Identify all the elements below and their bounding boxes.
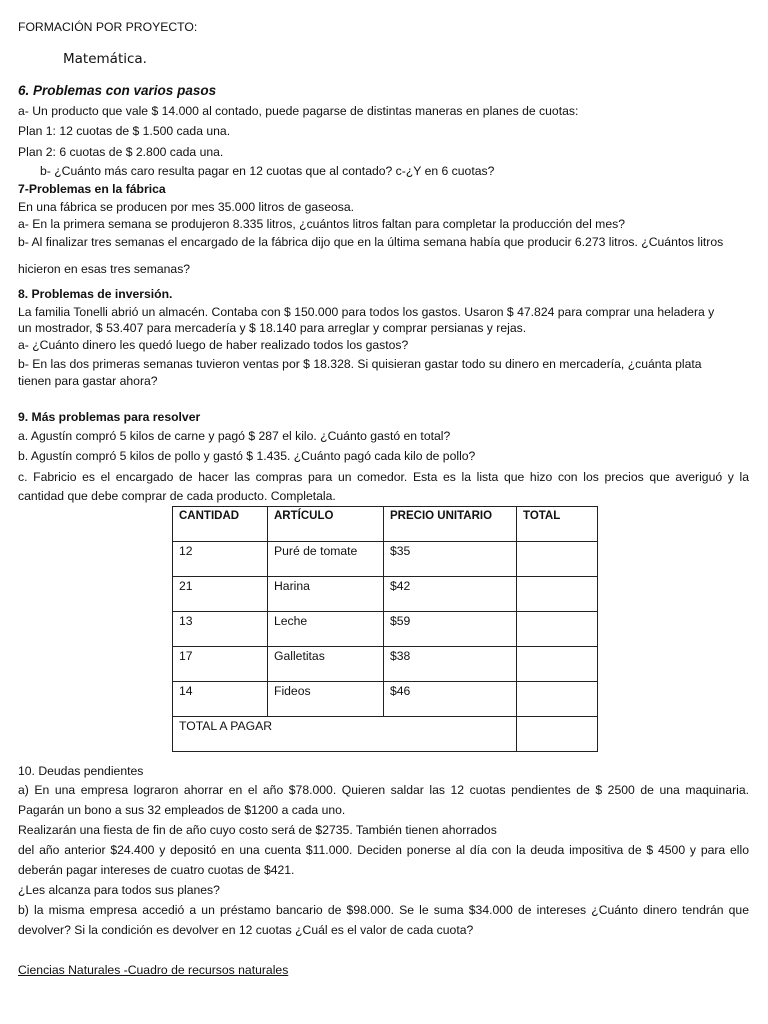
- section-8-heading: 8. Problemas de inversión.: [18, 287, 173, 301]
- s10-line-8: devolver? Si la condición es devolver en 12 cuotas ¿Cuál es el valor de cada cuota?: [18, 923, 474, 937]
- quantity-cell: 21: [173, 577, 268, 612]
- quantity-cell: 17: [173, 647, 268, 682]
- column-header: TOTAL: [517, 507, 598, 542]
- subject-title: Matemática.: [63, 51, 147, 67]
- s10-line-3: Realizarán una fiesta de fin de año cuyo costo será de $2735. También tienen ahorrados: [18, 823, 497, 837]
- article-cell: Puré de tomate: [268, 542, 384, 577]
- table-total-row: [173, 717, 598, 752]
- next-section-title: Ciencias Naturales -Cuadro de recursos naturales: [18, 963, 289, 977]
- section-9-heading: 9. Más problemas para resolver: [18, 410, 201, 424]
- table-row: [173, 647, 598, 682]
- table-row: [173, 577, 598, 612]
- s9-question-c-line2: cantidad que debe comprar de cada producto. Completala.: [18, 489, 336, 503]
- total-cell: [517, 577, 598, 612]
- s8-question-b-line2: tienen para gastar ahora?: [18, 374, 158, 388]
- s6-plan-2: Plan 2: 6 cuotas de $ 2.800 cada una.: [18, 145, 224, 159]
- s9-question-a: a. Agustín compró 5 kilos de carne y pagó $ 287 el kilo. ¿Cuánto gastó en total?: [18, 429, 451, 443]
- article-cell: Galletitas: [268, 647, 384, 682]
- s7-question-b-line2: hicieron en esas tres semanas?: [18, 262, 191, 276]
- s9-question-b: b. Agustín compró 5 kilos de pollo y gastó $ 1.435. ¿Cuánto pagó cada kilo de pollo?: [18, 449, 476, 463]
- s9-question-c-line1: c. Fabricio es el encargado de hacer las compras para un comedor. Esta es la lista que hizo con los precios que averiguó y la: [18, 470, 749, 484]
- table-row: [173, 612, 598, 647]
- quantity-cell: 13: [173, 612, 268, 647]
- column-header: CANTIDAD: [173, 507, 268, 542]
- quantity-cell: 14: [173, 682, 268, 717]
- s8-line-1: La familia Tonelli abrió un almacén. Contaba con $ 150.000 para todos los gastos. Usaron $ 47.824 para comprar una heladera y: [18, 305, 715, 319]
- shopping-table: [172, 506, 598, 752]
- s10-line-4: del año anterior $24.400 y depositó en una cuenta $11.000. Deciden ponerse al día con la deuda impositiva de $ 4500 y para ello: [18, 843, 749, 857]
- total-cell: [517, 682, 598, 717]
- s8-line-2: un mostrador, $ 53.407 para mercadería y $ 18.140 para arreglar y comprar persianas y rejas.: [18, 321, 527, 335]
- s10-line-5: deberán pagar intereses de cuatro cuotas de $421.: [18, 863, 295, 877]
- unit-price-cell: $42: [384, 577, 517, 612]
- article-cell: Fideos: [268, 682, 384, 717]
- s10-line-2: Pagarán un bono a sus 32 empleados de $1200 a cada uno.: [18, 803, 346, 817]
- unit-price-cell: $59: [384, 612, 517, 647]
- unit-price-cell: $35: [384, 542, 517, 577]
- total-cell: [517, 647, 598, 682]
- s6-question-a: a- Un producto que vale $ 14.000 al contado, puede pagarse de distintas maneras en planes de cuotas:: [18, 104, 579, 118]
- unit-price-cell: $46: [384, 682, 517, 717]
- column-header: PRECIO UNITARIO: [384, 507, 517, 542]
- s7-question-a: a- En la primera semana se produjeron 8.335 litros, ¿cuántos litros faltan para completar la producción del mes?: [18, 217, 625, 231]
- s7-intro: En una fábrica se producen por mes 35.000 litros de gaseosa.: [18, 200, 355, 214]
- s8-question-a: a- ¿Cuánto dinero les quedó luego de haber realizado todos los gastos?: [18, 338, 409, 352]
- s10-line-1: a) En una empresa lograron ahorrar en el año $78.000. Quieren saldar las 12 cuotas pendientes de $ 2500 de una maquinaria.: [18, 783, 749, 797]
- header-title: FORMACIÓN POR PROYECTO:: [18, 20, 198, 34]
- quantity-cell: 12: [173, 542, 268, 577]
- total-cell: [517, 542, 598, 577]
- s10-line-7: b) la misma empresa accedió a un préstamo bancario de $98.000. Se le suma $34.000 de intereses ¿Cuánto dinero tendrán que: [18, 903, 749, 917]
- grand-total-cell: [517, 717, 598, 752]
- s7-question-b-line1: b- Al finalizar tres semanas el encargado de la fábrica dijo que en la última semana había que producir 6.273 litros. ¿Cuántos litros: [18, 235, 724, 249]
- unit-price-cell: $38: [384, 647, 517, 682]
- column-header: ARTÍCULO: [268, 507, 384, 542]
- section-6-heading: 6. Problemas con varios pasos: [18, 83, 217, 98]
- total-cell: [517, 612, 598, 647]
- section-7-heading: 7-Problemas en la fábrica: [18, 182, 166, 196]
- s8-question-b-line1: b- En las dos primeras semanas tuvieron ventas por $ 18.328. Si quisieran gastar todo su dinero en mercadería, ¿cuánta plata: [18, 357, 702, 371]
- s6-question-b: b- ¿Cuánto más caro resulta pagar en 12 cuotas que al contado? c-¿Y en 6 cuotas?: [40, 164, 495, 178]
- s10-line-6: ¿Les alcanza para todos sus planes?: [18, 883, 220, 897]
- article-cell: Harina: [268, 577, 384, 612]
- s6-plan-1: Plan 1: 12 cuotas de $ 1.500 cada una.: [18, 124, 231, 138]
- table-row: [173, 682, 598, 717]
- table-header-row: [173, 507, 598, 542]
- article-cell: Leche: [268, 612, 384, 647]
- table-row: [173, 542, 598, 577]
- section-10-heading: 10. Deudas pendientes: [18, 764, 144, 778]
- total-to-pay-label: TOTAL A PAGAR: [173, 717, 517, 752]
